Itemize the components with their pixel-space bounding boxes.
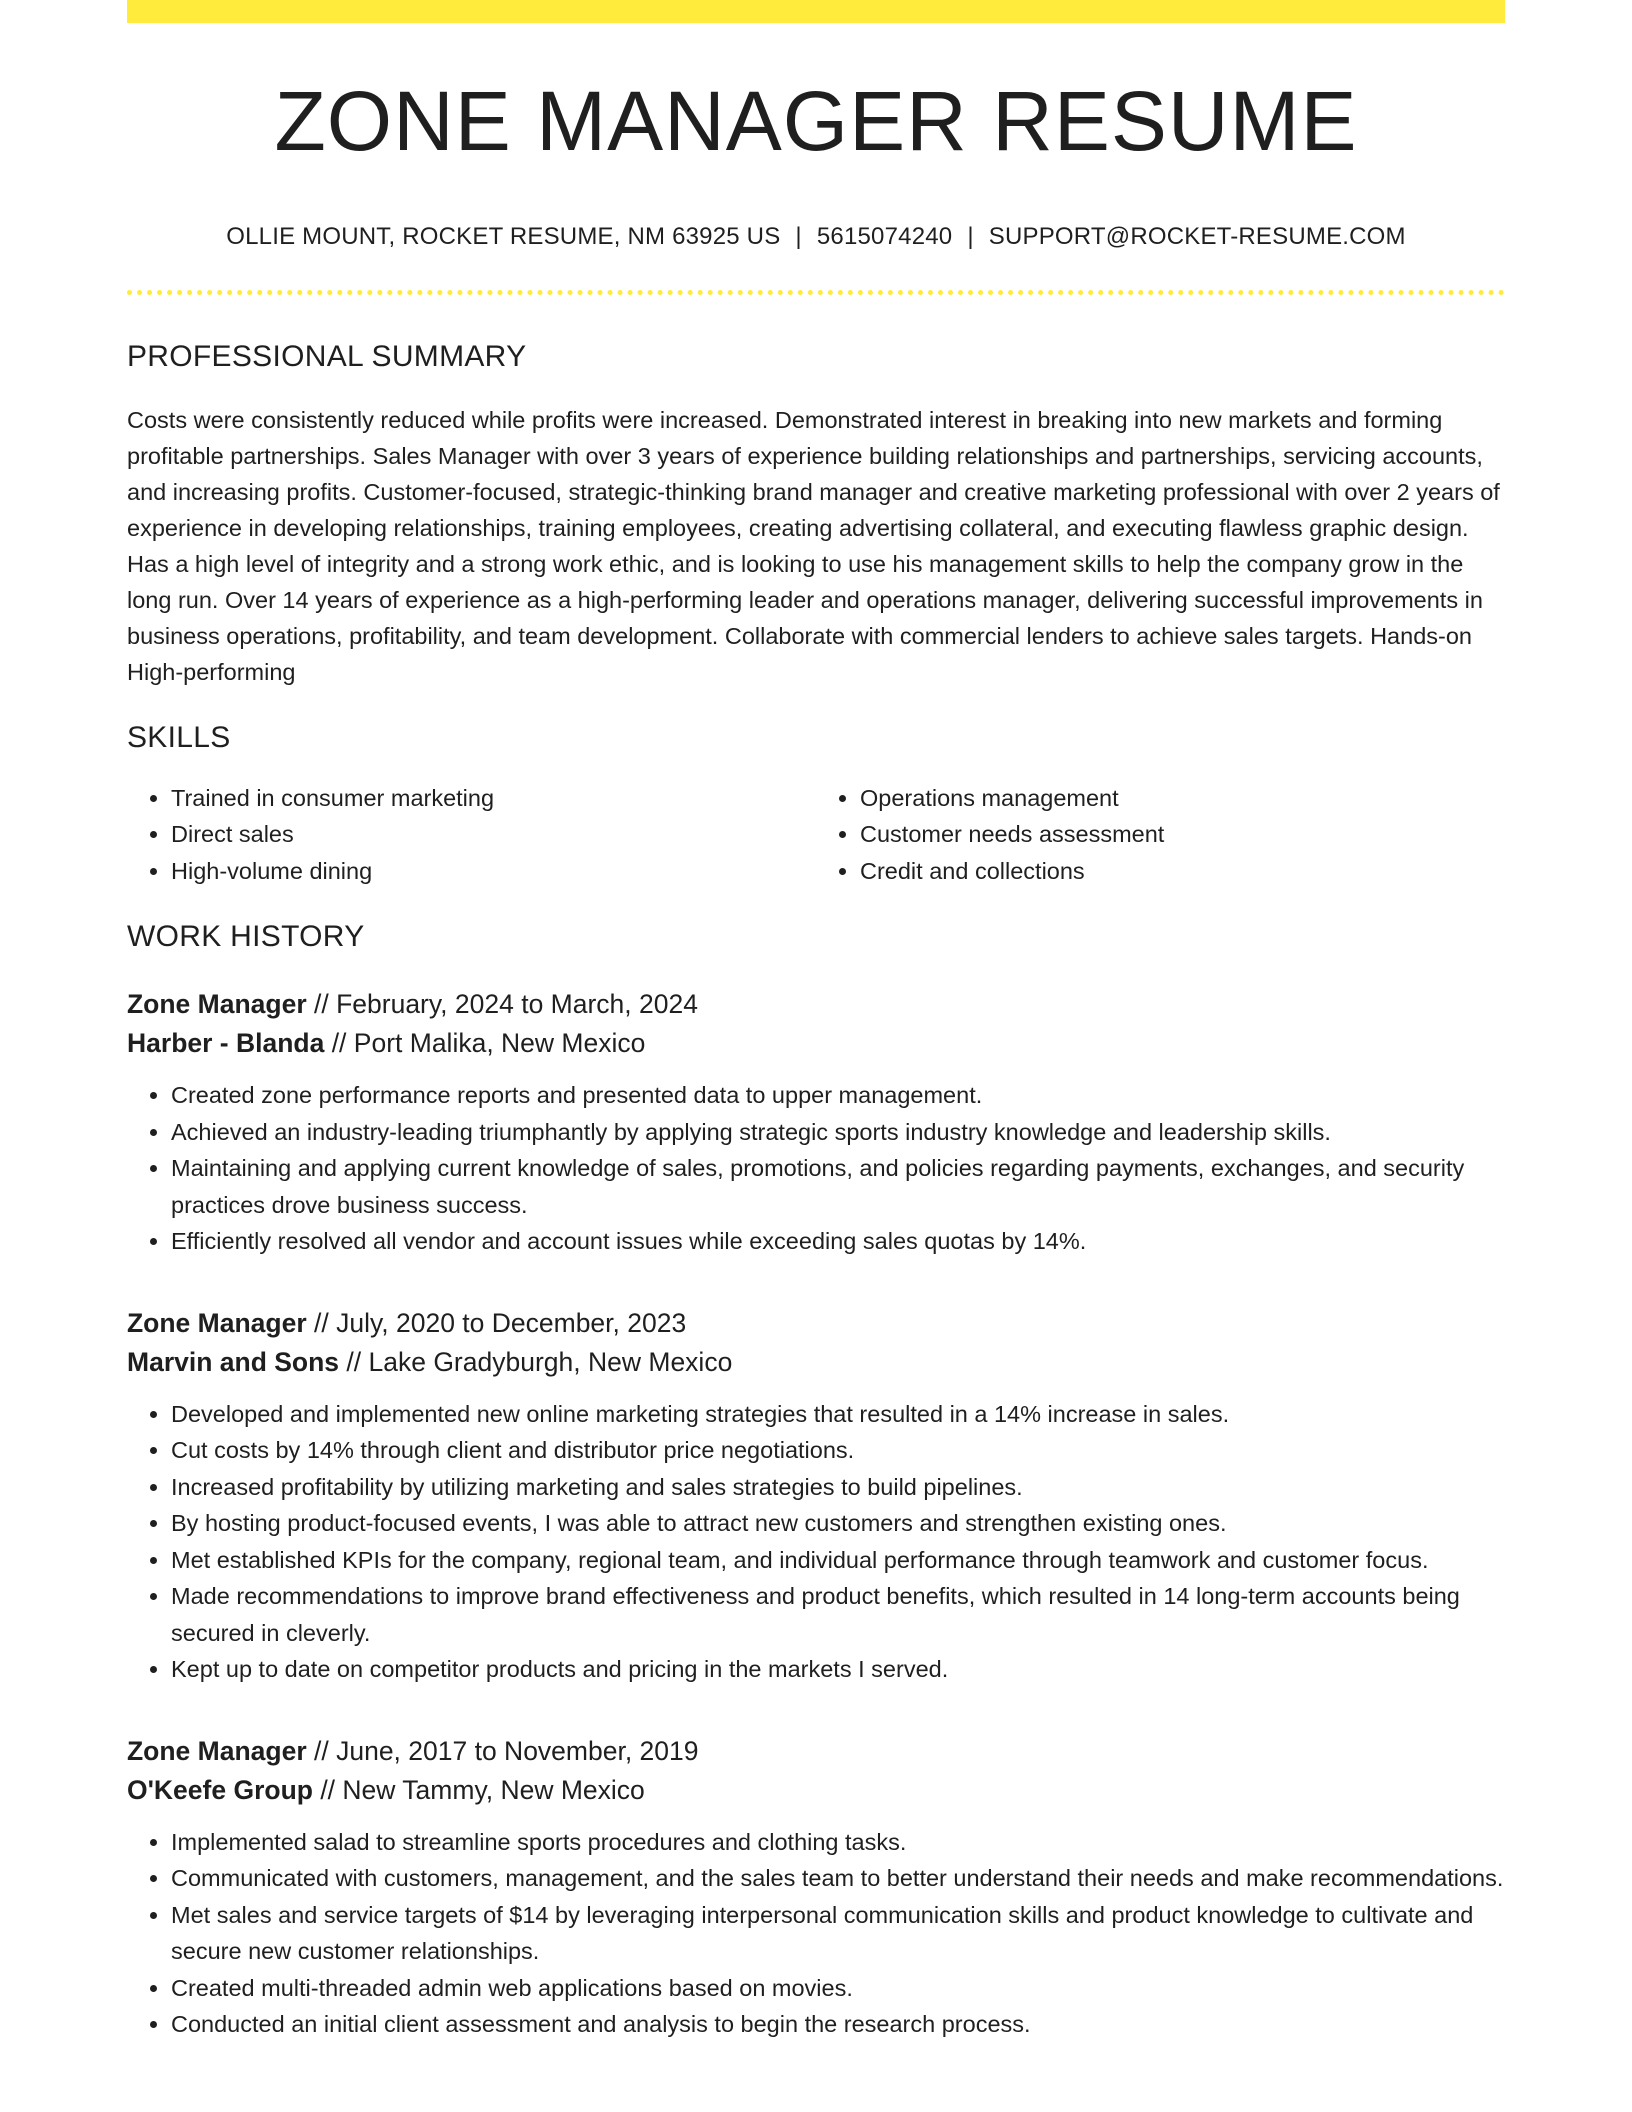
contact-separator: |	[795, 223, 802, 250]
job-company: O'Keefe Group	[127, 1774, 313, 1805]
job-bullet: • Maintaining and applying current knowledge of sales, promotions, and policies regarding payments, exchanges, and security practices drove business success.	[171, 1150, 1505, 1223]
job-title: Zone Manager	[127, 989, 307, 1020]
job-entry	[127, 1732, 1505, 2043]
skills-column-right	[816, 780, 1505, 890]
job-bullet: • Made recommendations to improve brand effectiveness and product benefits, which resulted in 14 long-term accounts being secured in cleverly.	[171, 1578, 1505, 1651]
skill-item: • Trained in consumer marketing	[171, 780, 816, 817]
skills-list	[127, 780, 1505, 890]
contact-line	[127, 223, 1505, 252]
job-bullet: • Created zone performance reports and presented data to upper management.	[171, 1077, 1505, 1114]
skill-item: • High-volume dining	[171, 853, 816, 890]
job-company-line	[127, 1343, 1505, 1382]
job-bullet: • Achieved an industry-leading triumphantly by applying strategic sports industry knowledge and leadership skills.	[171, 1114, 1505, 1151]
job-dates: // July, 2020 to December, 2023	[306, 1307, 687, 1338]
job-dates: // February, 2024 to March, 2024	[306, 989, 698, 1020]
job-bullet: • Implemented salad to streamline sports procedures and clothing tasks.	[171, 1824, 1505, 1861]
job-entry	[127, 985, 1505, 1260]
job-title-line	[127, 1732, 1505, 1771]
job-bullet: • Communicated with customers, management, and the sales team to better understand their needs and make recommendations.	[171, 1860, 1505, 1897]
job-company: Harber - Blanda	[127, 1028, 325, 1059]
resume-page	[127, 0, 1505, 2043]
job-location: // Port Malika, New Mexico	[324, 1028, 646, 1059]
skill-item: • Credit and collections	[860, 853, 1505, 890]
job-title: Zone Manager	[127, 1307, 307, 1338]
job-title-line	[127, 985, 1505, 1024]
job-bullet: • Met sales and service targets of $14 by leveraging interpersonal communication skills and product knowledge to cultivate and secure new customer relationships.	[171, 1897, 1505, 1970]
page-title: ZONE MANAGER RESUME	[274, 74, 1358, 168]
skill-item: • Operations management	[860, 780, 1505, 817]
job-bullet: • Cut costs by 14% through client and distributor price negotiations.	[171, 1432, 1505, 1469]
job-location: // Lake Gradyburgh, New Mexico	[339, 1346, 733, 1377]
job-entry	[127, 1304, 1505, 1688]
contact-address: OLLIE MOUNT, ROCKET RESUME, NM 63925 US	[226, 223, 781, 250]
job-dates: // June, 2017 to November, 2019	[306, 1735, 699, 1766]
dotted-divider	[127, 290, 1505, 295]
job-bullet: • Kept up to date on competitor products and pricing in the markets I served.	[171, 1651, 1505, 1688]
summary-text: Costs were consistently reduced while profits were increased. Demonstrated interest in breaking into new markets and forming profitable partnerships. Sales Manager with over 3 years of experience building relationships and partnerships, servicing accounts, and increasing profits. Customer-focused, strategic-thinking brand manager and creative marketing professional with over 2 years of experience in developing relationships, training employees, creating advertising collateral, and executing flawless graphic design. Has a high level of integrity and a strong work ethic, and is looking to use his management skills to help the company grow in the long run. Over 14 years of experience as a high-performing leader and operations manager, delivering successful improvements in business operations, profitability, and team development. Collaborate with commercial lenders to achieve sales targets. Hands-on High-performing	[127, 406, 1500, 685]
job-bullet: • By hosting product-focused events, I was able to attract new customers and strengthen existing ones.	[171, 1505, 1505, 1542]
skills-heading: SKILLS	[127, 720, 231, 754]
job-title-line	[127, 1304, 1505, 1343]
job-location: // New Tammy, New Mexico	[312, 1774, 645, 1805]
accent-top-bar	[127, 0, 1505, 23]
contact-phone: 5615074240	[816, 223, 953, 250]
job-bullet: • Developed and implemented new online marketing strategies that resulted in a 14% increase in sales.	[171, 1396, 1505, 1433]
contact-separator: |	[967, 223, 974, 250]
job-company-line	[127, 1024, 1505, 1063]
job-bullet: • Increased profitability by utilizing marketing and sales strategies to build pipelines.	[171, 1469, 1505, 1506]
job-bullet: • Efficiently resolved all vendor and account issues while exceeding sales quotas by 14%.	[171, 1223, 1505, 1260]
job-bullet: • Created multi-threaded admin web applications based on movies.	[171, 1970, 1505, 2007]
job-bullet: • Conducted an initial client assessment and analysis to begin the research process.	[171, 2006, 1505, 2043]
contact-email: SUPPORT@ROCKET-RESUME.COM	[988, 223, 1406, 250]
work-history-heading: WORK HISTORY	[127, 920, 365, 954]
job-bullet: • Met established KPIs for the company, regional team, and individual performance through teamwork and customer focus.	[171, 1542, 1505, 1579]
job-bullets	[127, 1077, 1505, 1260]
job-company-line	[127, 1771, 1505, 1810]
skills-column-left	[127, 780, 816, 890]
job-company: Marvin and Sons	[127, 1346, 340, 1377]
job-title: Zone Manager	[127, 1735, 307, 1766]
summary-heading: PROFESSIONAL SUMMARY	[127, 339, 527, 373]
job-bullets	[127, 1824, 1505, 2043]
skill-item: • Direct sales	[171, 816, 816, 853]
job-bullets	[127, 1396, 1505, 1688]
skill-item: • Customer needs assessment	[860, 816, 1505, 853]
